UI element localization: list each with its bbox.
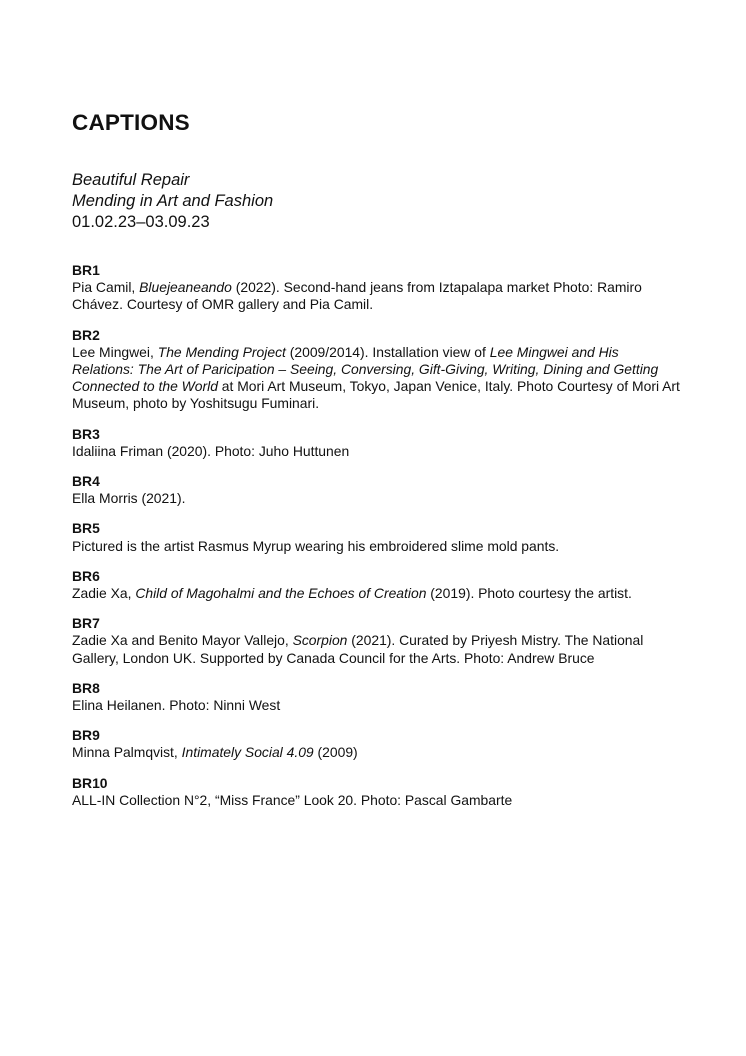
- caption-text: [72, 792, 682, 809]
- caption-text-segment: Minna Palmqvist,: [72, 744, 182, 761]
- caption-item: [72, 775, 682, 809]
- caption-text: [72, 585, 682, 602]
- caption-work-title: Scorpion: [292, 632, 348, 649]
- caption-work-title: Bluejeaneando: [139, 279, 232, 296]
- exhibition-dates: 01.02.23–03.09.23: [72, 213, 210, 231]
- caption-work-title: The Mending Project: [157, 343, 286, 360]
- caption-text: [72, 490, 682, 507]
- caption-text: [72, 744, 682, 761]
- caption-text-segment: ALL-IN Collection N°2, “Miss France” Look 20. Photo: Pascal Gambarte: [72, 791, 513, 808]
- caption-item: [72, 520, 682, 554]
- caption-item: [72, 473, 682, 507]
- caption-item: [72, 568, 682, 602]
- caption-text-segment: Zadie Xa,: [72, 585, 136, 602]
- caption-code: BR1: [72, 262, 100, 278]
- caption-work-title: Intimately Social 4.09: [181, 744, 314, 761]
- caption-text-segment: (2019). Photo courtesy the artist.: [426, 585, 632, 602]
- caption-text-segment: (2009/2014). Installation view of: [285, 343, 490, 360]
- exhibition-subtitle: Mending in Art and Fashion: [72, 192, 274, 210]
- caption-text: [72, 443, 682, 460]
- caption-code: BR5: [72, 520, 100, 537]
- caption-text-segment: Ella Morris (2021).: [72, 490, 186, 507]
- caption-text: [72, 279, 682, 313]
- caption-work-title: Lee Mingwei and His Relations: The Art of Paricipation – Seeing, Conversing, Gift-Giving, Writing, Dining and Getting Connected to the World: [72, 343, 659, 395]
- caption-text: [72, 344, 682, 413]
- caption-item: [72, 727, 682, 761]
- caption-item: [72, 615, 682, 667]
- caption-text-segment: Idaliina Friman (2020). Photo: Juho Huttunen: [72, 442, 350, 459]
- caption-text-segment: (2022). Second-hand jeans from Iztapalapa market Photo: Ramiro Chávez. Courtesy of OMR gallery and Pia Camil.: [72, 279, 642, 313]
- caption-code: BR4: [72, 473, 100, 490]
- caption-text-segment: (2009): [313, 744, 358, 761]
- caption-text-segment: Pia Camil,: [72, 279, 140, 296]
- caption-item: [72, 262, 682, 314]
- caption-code: BR8: [72, 679, 100, 696]
- caption-text-segment: Elina Heilanen. Photo: Ninni West: [72, 697, 281, 714]
- caption-list: [72, 262, 682, 822]
- caption-text: [72, 632, 682, 666]
- caption-code: BR3: [72, 425, 100, 442]
- caption-text: [72, 538, 682, 555]
- caption-code: BR2: [72, 326, 100, 343]
- caption-text-segment: Lee Mingwei,: [72, 343, 158, 360]
- caption-text-segment: (2021). Curated by Priyesh Mistry. The National Gallery, London UK. Supported by Canada Council for the Arts. Photo: Andrew Bruce: [72, 632, 644, 666]
- caption-text-segment: at Mori Art Museum, Tokyo, Japan Venice, Italy. Photo Courtesy of Mori Art Museum, photo by Yoshitsugu Fuminari.: [72, 378, 680, 412]
- page-title: CAPTIONS: [72, 110, 190, 135]
- caption-item: [72, 680, 682, 714]
- exhibition-title: Beautiful Repair: [72, 171, 190, 189]
- caption-item: [72, 426, 682, 460]
- exhibition-info: [72, 170, 273, 233]
- caption-item: [72, 327, 682, 413]
- caption-text-segment: Zadie Xa and Benito Mayor Vallejo,: [72, 632, 293, 649]
- caption-work-title: Child of Magohalmi and the Echoes of Creation: [135, 585, 427, 602]
- caption-code: BR9: [72, 727, 100, 744]
- caption-code: BR6: [72, 567, 100, 584]
- caption-code: BR7: [72, 615, 100, 632]
- caption-text-segment: Pictured is the artist Rasmus Myrup wearing his embroidered slime mold pants.: [72, 537, 560, 554]
- caption-text: [72, 697, 682, 714]
- caption-code: BR10: [72, 774, 108, 791]
